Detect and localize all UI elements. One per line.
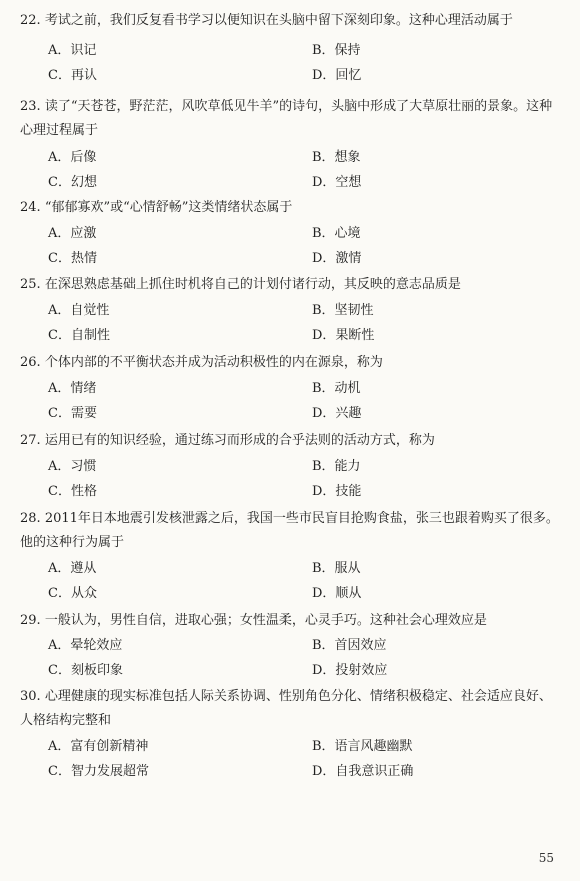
option-c: C．幻想 (48, 175, 97, 190)
question-text: 一般认为，男性自信，进取心强；女性温柔，心灵手巧。这种社会心理效应是 (44, 613, 487, 628)
option-c: C．自制性 (48, 328, 110, 343)
question-stem (20, 196, 560, 220)
option-c: C．需要 (48, 406, 97, 421)
question-text: 运用已有的知识经验，通过练习而形成的合乎法则的活动方式，称为 (44, 433, 435, 448)
option-c: C．热情 (48, 251, 97, 266)
option-c: C．从众 (48, 586, 97, 601)
question-stem (20, 685, 560, 733)
option-a: A．自觉性 (48, 303, 110, 318)
option-d: D．果断性 (312, 328, 375, 343)
option-d: D．空想 (312, 175, 362, 190)
page-number: 55 (538, 851, 554, 865)
question-stem (20, 507, 560, 555)
option-c: C．性格 (48, 484, 97, 499)
question-text: 心理健康的现实标准包括人际关系协调、性别角色分化、情绪积极稳定、社会适应良好、人格结构完整和 (20, 689, 552, 728)
question-number: 30. (20, 689, 41, 704)
question-number: 27. (20, 433, 41, 448)
question-number: 26. (20, 355, 41, 370)
option-b: B．动机 (312, 381, 361, 396)
option-c: C．再认 (48, 68, 97, 83)
question-text: 考试之前，我们反复看书学习以便知识在头脑中留下深刻印象。这种心理活动属于 (44, 13, 513, 28)
question-stem (20, 351, 560, 375)
option-c: C．智力发展超常 (48, 764, 149, 779)
option-b: B．保持 (312, 43, 361, 58)
option-a: A．晕轮效应 (48, 638, 123, 653)
option-d: D．兴趣 (312, 406, 362, 421)
option-b: B．坚韧性 (312, 303, 374, 318)
option-a: A．应激 (48, 226, 97, 241)
question-number: 29. (20, 613, 41, 628)
option-b: B．服从 (312, 561, 361, 576)
option-c: C．刻板印象 (48, 663, 123, 678)
option-d: D．技能 (312, 484, 362, 499)
question-stem (20, 9, 560, 33)
question-stem (20, 429, 560, 453)
question-number: 24. (20, 200, 41, 215)
question-text: 在深思熟虑基础上抓住时机将自己的计划付诸行动，其反映的意志品质是 (44, 277, 461, 292)
option-b: B．能力 (312, 459, 361, 474)
question-text: “郁郁寡欢”或“心情舒畅”这类情绪状态属于 (44, 200, 293, 215)
question-number: 22. (20, 13, 41, 28)
option-d: D．回忆 (312, 68, 362, 83)
option-a: A．习惯 (48, 459, 97, 474)
option-d: D．激情 (312, 251, 362, 266)
option-a: A．遵从 (48, 561, 97, 576)
option-d: D．自我意识正确 (312, 764, 414, 779)
option-b: B．语言风趣幽默 (312, 739, 413, 754)
question-text: 个体内部的不平衡状态并成为活动积极性的内在源泉，称为 (44, 355, 383, 370)
option-b: B．想象 (312, 150, 361, 165)
option-a: A．情绪 (48, 381, 97, 396)
option-a: A．识记 (48, 43, 97, 58)
option-b: B．首因效应 (312, 638, 387, 653)
question-number: 23. (20, 99, 41, 114)
option-d: D．投射效应 (312, 663, 388, 678)
question-text: 读了“天苍苍，野茫茫，风吹草低见牛羊”的诗句，头脑中形成了大草原壮丽的景象。这种心理过程属于 (20, 99, 553, 138)
question-stem (20, 95, 560, 143)
question-stem (20, 609, 560, 633)
question-stem (20, 273, 560, 297)
option-a: A．富有创新精神 (48, 739, 149, 754)
question-number: 28. (20, 511, 41, 526)
question-text: 2011年日本地震引发核泄露之后，我国一些市民盲目抢购食盐，张三也跟着购买了很多。他的这种行为属于 (20, 511, 559, 550)
option-d: D．顺从 (312, 586, 362, 601)
question-number: 25. (20, 277, 41, 292)
option-a: A．后像 (48, 150, 97, 165)
option-b: B．心境 (312, 226, 361, 241)
